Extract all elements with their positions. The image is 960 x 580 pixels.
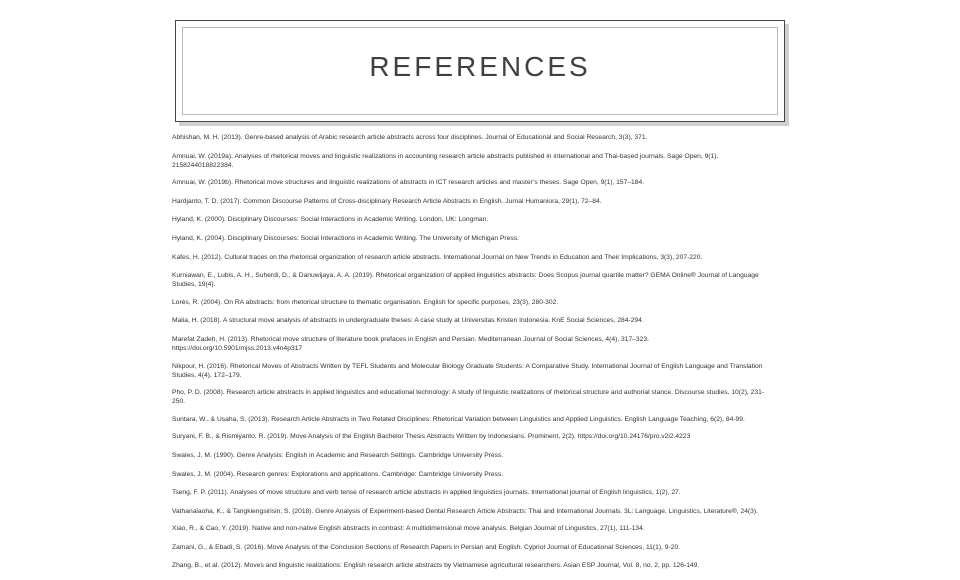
reference-entry: Xiao, R., & Cao, Y. (2019). Native and non-native English abstracts in contrast: A multidimensional move analysis. Belgian Journal of Linguistics, 27(1), 111-134. <box>172 525 645 533</box>
references-list <box>172 133 772 580</box>
reference-entry: Vathanalaoha, K., & Tangkiengsirisin, S. (2018). Genre Analysis of Experiment-based Dental Research Article Abstracts: Thai and International Journals. 3L: Language, Linguistics, Literature®, 24(3). <box>172 507 758 515</box>
reference-entry: Tseng, F. P. (2011). Analyses of move structure and verb tense of research article abstracts in applied linguistics journals. International journal of English linguistics, 1(2), 27. <box>172 489 681 497</box>
reference-entry: Suryani, F. B., & Rismiyanto, R. (2019). Move Analysis of the English Bachelor Thesis Abstracts Written by Indonesians. Prominent, 2(2). https://doi.org/10.24176/pro.v2i2.4223 <box>172 433 691 441</box>
reference-entry: Swales, J. M. (2004). Research genres: Explorations and applications. Cambridge: Cambridge University Press. <box>172 470 504 478</box>
reference-entry: Abhishan, M. H. (2013). Genre-based analysis of Arabic research article abstracts across four disciplines. Journal of Educational and Social Research, 3(3), 371. <box>172 134 648 141</box>
reference-entry: Suntara, W., & Usaha, S. (2013). Research Article Abstracts in Two Related Disciplines: Rhetorical Variation between Linguistics and Applied Linguistics. English Language Teaching, 6(2), 84-99. <box>172 415 745 423</box>
reference-entry: Kafes, H. (2012). Cultural traces on the rhetorical organization of research article abstracts. International Journal on New Trends in Education and Their Implications, 3(3), 207-220. <box>172 253 703 261</box>
reference-entry: Malia, H. (2018). A structural move analysis of abstracts in undergraduate theses: A case study at Universitas Kristen Indonesia. KnE Social Sciences, 284-294. <box>172 317 644 325</box>
reference-entry: Hyland, K. (2004). Disciplinary Discourses: Social Interactions in Academic Writing. The University of Michigan Press. <box>172 234 519 242</box>
slide-title: REFERENCES <box>369 51 591 82</box>
reference-entry: Pho, P. D. (2008). Research article abstracts in applied linguistics and educational technology: A study of linguistic realizations of rhetorical structure and authorial stance. Discourse studies, 10(2), 231-250. <box>172 389 765 406</box>
reference-entry: Swales, J. M. (1990). Genre Analysis: English in Academic and Research Settings. Cambridge University Press. <box>172 451 504 459</box>
reference-entry: Zhang, B., et al. (2012). Moves and linguistic realizations: English research article abstracts by Vietnamese agricultural researchers. Asian ESP Journal, Vol. 8, no. 2, pp. 126-149. <box>172 562 700 570</box>
reference-entry: Marefat Zadeh, H. (2013). Rhetorical move structure of literature book prefaces in English and Persian. Mediterranean Journal of Social Sciences, 4(4), 317–323. https://doi.org/10.5901/mjss.2013.v4n4p317 <box>172 335 649 352</box>
reference-entry: Amnuai, W. (2019a). Analyses of rhetorical moves and linguistic realizations in accounting research article abstracts published in international and Thai-based journals. Sage Open, 9(1). 2158244018822384. <box>172 152 719 169</box>
reference-entry: Hyland, K. (2000). Disciplinary Discourses: Social Interactions in Academic Writing. London, UK: Longman. <box>172 216 489 224</box>
reference-entry: Lorés, R. (2004). On RA abstracts: from rhetorical structure to thematic organisation. English for specific purposes, 23(3), 280-302. <box>172 298 559 306</box>
title-box <box>175 20 785 122</box>
reference-entry: Nikpour, H. (2016). Rhetorical Moves of Abstracts Written by TEFL Students and Molecular Biology Graduate Students: A Comparative Study. International Journal of English Language and Translation Studies, 4(4), 172–179. <box>172 362 763 379</box>
reference-entry: Zamani, G., & Ebadi, S. (2016). Move Analysis of the Conclusion Sections of Research Papers in Persian and English. Cypriot Journal of Educational Sciences, 11(1), 9-20. <box>172 543 681 551</box>
reference-entry: Kurniawan, E., Lubis, A. H., Suherdi, D., & Danuwijaya, A. A. (2019). Rhetorical organization of applied linguistics abstracts: Does Scopus journal quartile matter? GEMA Online® Journal of Language Studies, 19(4). <box>172 272 759 289</box>
reference-entry: Hardjanto, T. D. (2017). Common Discourse Patterns of Cross-disciplinary Research Article Abstracts in English. Jurnal Humaniora, 29(1), 72–84. <box>172 197 602 205</box>
reference-entry: Amnuai, W. (2019b). Rhetorical move structures and linguistic realizations of abstracts in ICT research articles and master’s theses. Sage Open, 9(1), 157–184. <box>172 179 645 187</box>
